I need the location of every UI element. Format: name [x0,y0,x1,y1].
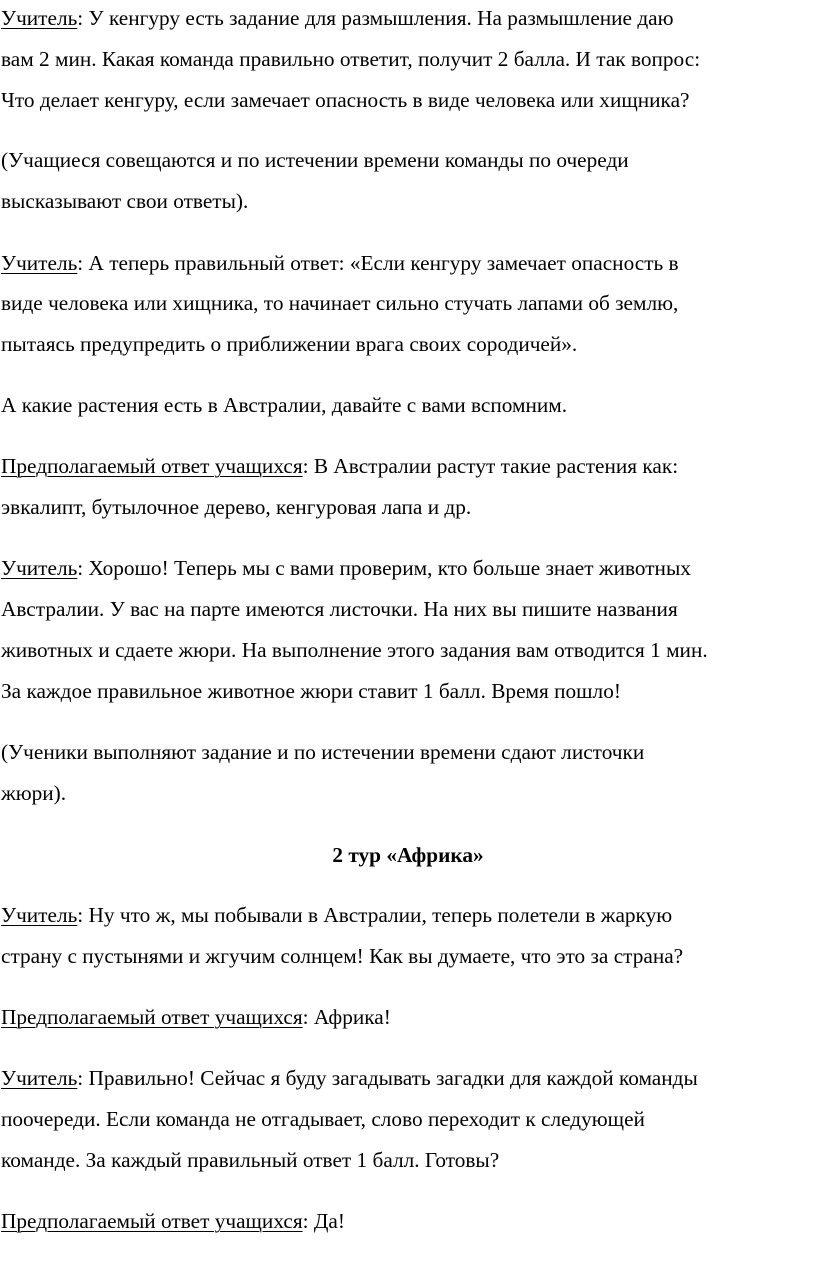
text-line: Что делает кенгуру, если замечает опасность в виде человека или хищника? [1,88,690,112]
text: : Ну что ж, мы побывали в Австралии, теперь полетели в жаркую [77,903,673,927]
text-line [1,251,679,275]
text-line [1,903,672,927]
text-line: поочереди. Если команда не отгадывает, слово переходит к следующей [1,1107,645,1131]
text-line [1,6,674,30]
text-line: виде человека или хищника, то начинает сильно стучать лапами об землю, [1,291,679,315]
speaker-label: Учитель [1,251,78,275]
text: : А теперь правильный ответ: «Если кенгуру замечает опасность в [77,251,679,275]
speaker-label: Предполагаемый ответ учащихся [1,1209,303,1233]
text-line: (Ученики выполняют задание и по истечении времени сдают листочки [1,740,645,764]
text: : Да! [302,1209,345,1233]
text-line: вам 2 мин. Какая команда правильно ответит, получит 2 балла. И так вопрос: [1,47,701,71]
text-line: животных и сдаете жюри. На выполнение этого задания вам отводится 1 мин. [1,638,708,662]
speaker-label: Учитель [1,556,78,580]
section-heading: 2 тур «Африка» [332,843,484,867]
text: : Африка! [302,1005,391,1029]
text: : Правильно! Сейчас я буду загадывать загадки для каждой команды [77,1066,698,1090]
text-line [1,556,691,580]
text: : У кенгуру есть задание для размышления. На размышление даю [77,6,674,30]
text-line: За каждое правильное животное жюри ставит 1 балл. Время пошло! [1,679,621,703]
text-line: команде. За каждый правильный ответ 1 балл. Готовы? [1,1148,500,1172]
speaker-label: Предполагаемый ответ учащихся [1,454,303,478]
text-line: страну с пустынями и жгучим солнцем! Как вы думаете, что это за страна? [1,944,684,968]
text: : Хорошо! Теперь мы с вами проверим, кто больше знает животных [77,556,691,580]
text-line: (Учащиеся совещаются и по истечении времени команды по очереди [1,148,629,172]
text-line: А какие растения есть в Австралии, давайте с вами вспомним. [1,393,568,417]
speaker-label: Учитель [1,903,78,927]
speaker-label: Учитель [1,1066,78,1090]
text-line: жюри). [1,781,67,805]
speaker-label: Учитель [1,6,78,30]
text-line [1,1005,391,1029]
text-line: Австралии. У вас на парте имеются листочки. На них вы пишите названия [1,597,678,621]
text-line: эвкалипт, бутылочное дерево, кенгуровая лапа и др. [1,495,472,519]
text-line [1,454,678,478]
text-line: высказывают свои ответы). [1,189,249,213]
text-line [1,1066,698,1090]
text: : В Австралии растут такие растения как: [302,454,679,478]
text-line [1,1209,345,1233]
speaker-label: Предполагаемый ответ учащихся [1,1005,303,1029]
text-line: пытаясь предупредить о приближении врага своих сородичей». [1,332,578,356]
